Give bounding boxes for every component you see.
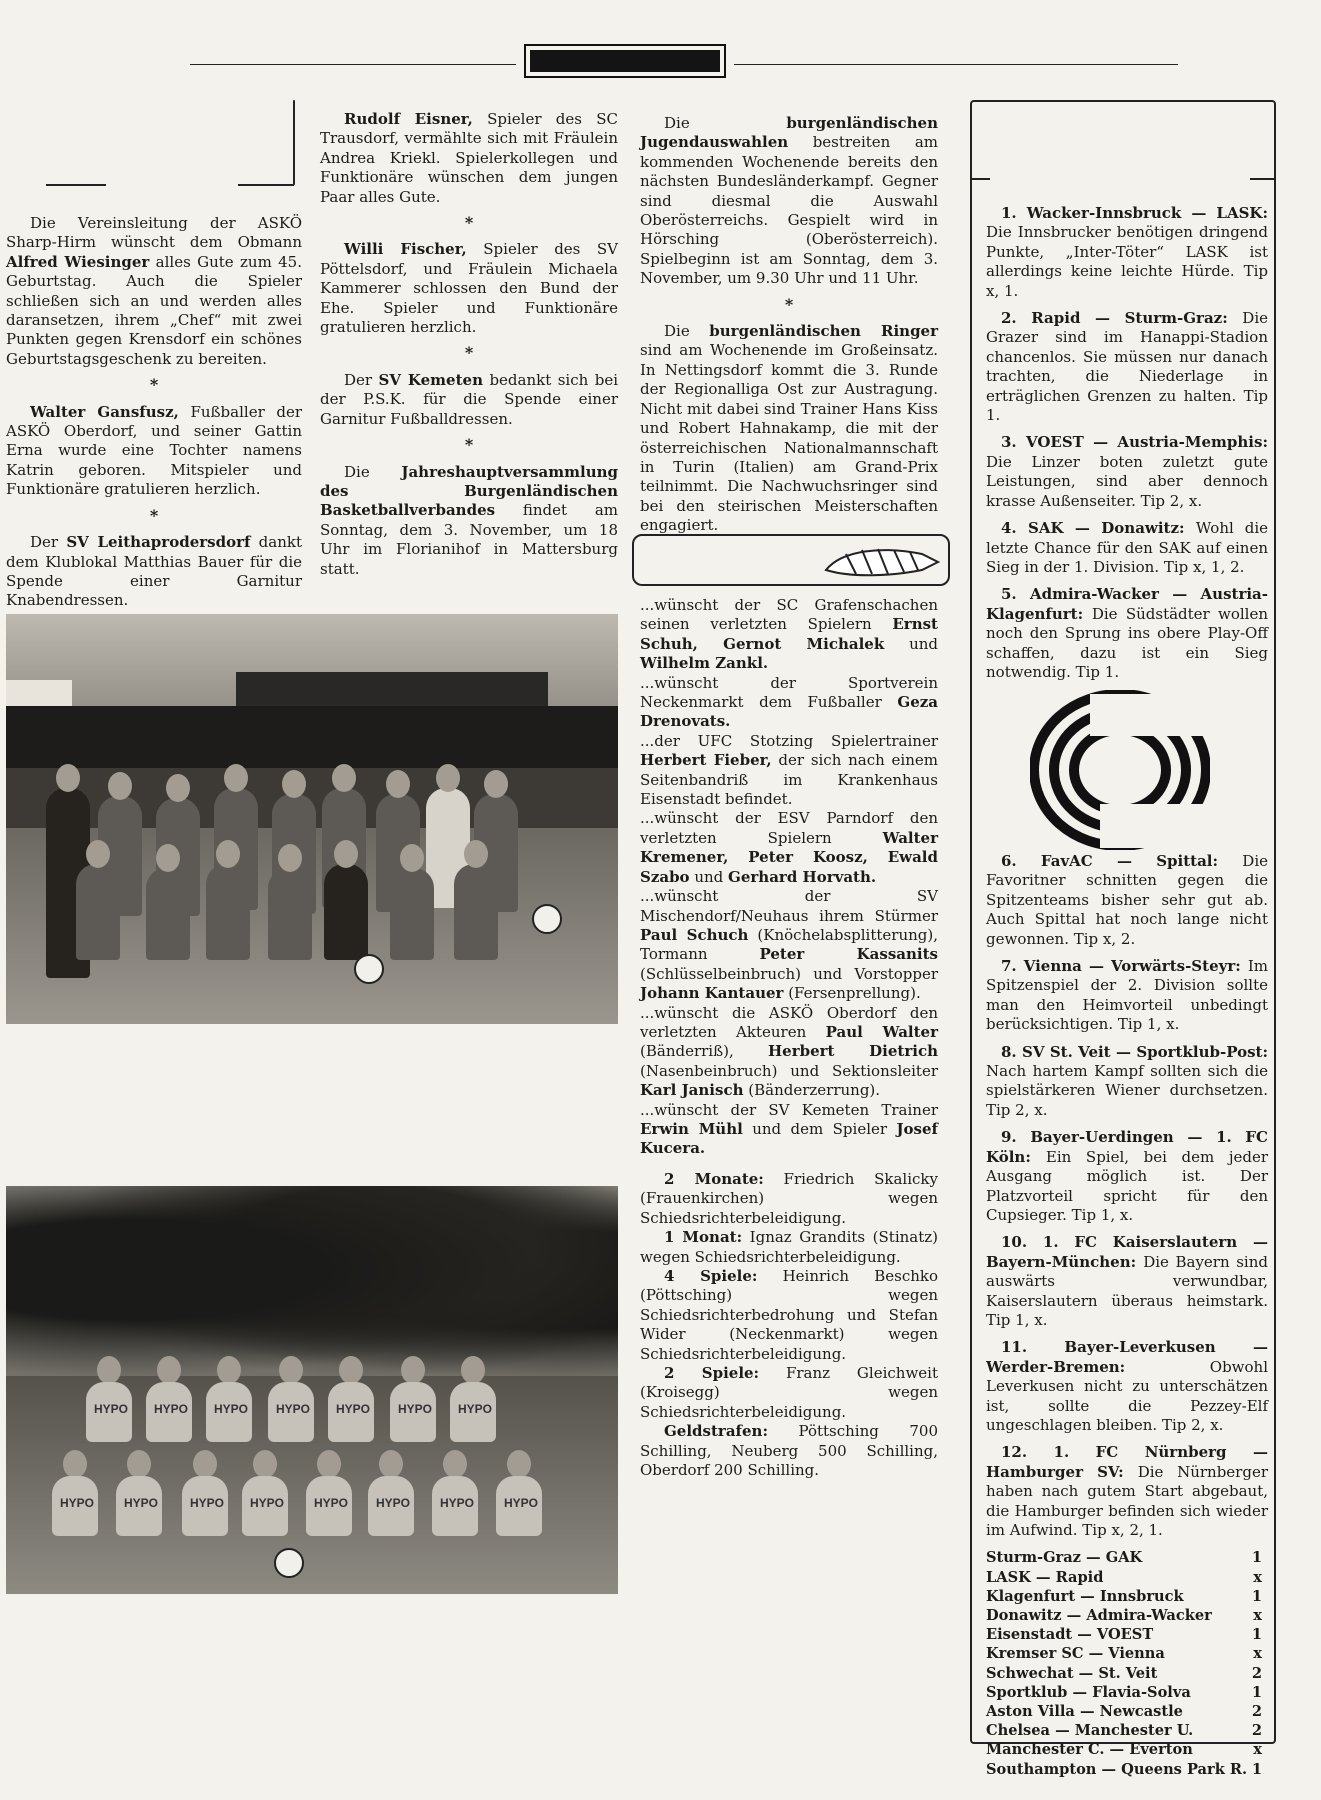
news-item: Walter Gansfusz, Fußballer der ASKÖ Oberdorf, und seiner Gattin Erna wurde eine Tochter namens Katrin geboren. Mitspieler und Funktionäre gratulieren herzlich.	[6, 402, 303, 499]
jersey-logo: HYPO	[250, 1496, 285, 1510]
player-jersey	[328, 1382, 374, 1442]
player-head	[507, 1450, 531, 1478]
sporttoto-rings-icon	[1030, 690, 1210, 850]
zwoelfertip-row	[986, 1548, 1268, 1567]
struma-list	[640, 1170, 938, 1481]
player-figure	[206, 864, 250, 960]
bandaged-leg-icon	[822, 540, 942, 582]
separator-asterisk: *	[464, 213, 474, 233]
logo-rule	[238, 184, 294, 186]
toto-intro	[986, 198, 1268, 690]
team-photo-finanzamt	[6, 614, 618, 1024]
player-head	[282, 770, 306, 798]
player-jersey	[242, 1476, 288, 1536]
player-head	[127, 1450, 151, 1478]
zwoelfertip-tip: 1	[1251, 1549, 1262, 1567]
jersey-logo: HYPO	[276, 1402, 311, 1416]
zwoelfertip-match: Kremser SC — Vienna	[986, 1645, 1165, 1663]
toto-game: 8. SV St. Veit — Sportklub-Post: Nach hartem Kampf sollten sich die spielstärkeren Wiener durchsetzen. Tip 2, x.	[986, 1042, 1268, 1119]
news-item: Die burgenländischen Jugendauswahlen bestreiten am kommenden Wochenende bereits den nächsten Bundesländerkampf. Gegner sind diesmal die Auswahl Oberösterreichs. Gespielt wird in Hörsching (Oberösterreich). Spielbeginn ist am Sonntag, dem 3. November, um 9.30 Uhr und 11 Uhr.	[640, 114, 938, 288]
toto-game-match: 11. Bayer-Leverkusen — Werder-Bremen:	[986, 1338, 1268, 1376]
jersey-logo: HYPO	[60, 1496, 95, 1510]
jersey-logo: HYPO	[440, 1496, 475, 1510]
player-head	[157, 1356, 181, 1384]
zwoelfertip-row	[986, 1644, 1268, 1663]
player-head	[224, 764, 248, 792]
player-head	[332, 764, 356, 792]
stadium-board-eduscho	[236, 672, 548, 706]
genesung-item: ...wünscht die ASKÖ Oberdorf den verletzten Akteuren Paul Walter (Bänderriß), Herbert Dietrich (Nasenbeinbruch) und Sektionsleiter Karl Janisch (Bänderzerrung).	[640, 1003, 938, 1100]
player-jersey	[450, 1382, 496, 1442]
sportsplitter-column-3	[640, 114, 938, 536]
zwoelfertip-match: Eisenstadt — VOEST	[986, 1626, 1154, 1644]
genesung-item: ...wünscht der SV Mischendorf/Neuhaus ihrem Stürmer Paul Schuch (Knöchelabsplitterung), Tormann Peter Kassanits (Schlüsselbeinbruch) und Vorstopper Johann Kantauer (Fersenprellung).	[640, 887, 938, 1003]
zwoelfertip-match: Chelsea — Manchester U.	[986, 1722, 1194, 1740]
struma-verdict: Geldstrafen: Pöttsching 700 Schilling, Neuberg 500 Schilling, Oberdorf 200 Schilling.	[640, 1422, 938, 1480]
struma-verdict: 4 Spiele: Heinrich Beschko (Pöttsching) wegen Schiedsrichterbedrohung und Stefan Wider (Neckenmarkt) wegen Schiedsrichterbeleidigung.	[640, 1267, 938, 1363]
header-rule-left	[190, 64, 516, 65]
zwoelfertip-match: LASK — Rapid	[986, 1568, 1104, 1586]
player-head	[436, 764, 460, 792]
section-rubric-label	[530, 50, 720, 72]
struma-verdict: 2 Monate: Friedrich Skalicky (Frauenkirchen) wegen Schiedsrichterbeleidigung.	[640, 1170, 938, 1227]
player-head	[217, 1356, 241, 1384]
toto-game: 12. 1. FC Nürnberg — Hamburger SV: Die Nürnberger haben nach gutem Start abgebaut, die Hamburger befinden sich wieder im Aufwind. Tip x, 2, 1.	[986, 1443, 1268, 1539]
zwoelfertip-row	[986, 1606, 1268, 1625]
player-jersey	[390, 1382, 436, 1442]
toto-game: 3. VOEST — Austria-Memphis: Die Linzer boten zuletzt gute Leistungen, sind aber dennoch krasse Außenseiter. Tip 2, x.	[986, 433, 1268, 510]
header-rule-right	[734, 64, 1178, 65]
jersey-logo: HYPO	[336, 1402, 371, 1416]
player-head	[156, 844, 180, 872]
player-head	[97, 1356, 121, 1384]
toto-game: 6. FavAC — Spittal: Die Favoritner schnitten gegen die Spitzenteams bisher sehr gut ab. Auch Spittal hat noch lange nicht gewonnen. Tip x, 2.	[986, 852, 1268, 948]
zwoelfertip-match: Klagenfurt — Innsbruck	[986, 1587, 1184, 1605]
player-jersey	[496, 1476, 542, 1536]
jersey-logo: HYPO	[94, 1402, 129, 1416]
genesung-item: ...wünscht der SV Kemeten Trainer Erwin Mühl und dem Spieler Josef Kucera.	[640, 1100, 938, 1158]
player-head	[166, 774, 190, 802]
zwoelfertip-match: Sportklub — Flavia-Solva	[986, 1683, 1191, 1701]
player-figure	[76, 864, 120, 960]
toto-games-1-5	[986, 204, 1268, 682]
separator-asterisk: *	[464, 343, 474, 363]
zwoelfertip-tip: x	[1253, 1741, 1262, 1759]
genesung-title-box	[632, 534, 950, 586]
player-jersey	[268, 1382, 314, 1442]
player-figure	[324, 864, 368, 960]
jersey-logo: HYPO	[376, 1496, 411, 1510]
stadium-stand	[6, 706, 618, 768]
toto-game-match: 9. Bayer-Uerdingen — 1. FC Köln:	[986, 1128, 1268, 1166]
player-head	[86, 840, 110, 868]
zwoelfertip-table	[986, 1548, 1268, 1778]
player-head	[317, 1450, 341, 1478]
sportsplitter-column-2	[320, 110, 618, 579]
news-item: Die Jahreshauptversammlung des Burgenländischen Basketballverbandes findet am Sonntag, dem 3. November, um 18 Uhr im Florianihof in Mattersburg statt.	[320, 462, 618, 578]
zwoelfertip-row	[986, 1587, 1268, 1606]
zwoelfertip-tip: 2	[1251, 1722, 1262, 1740]
player-jersey	[182, 1476, 228, 1536]
football	[532, 904, 562, 934]
player-head	[56, 764, 80, 792]
genesung-item: ...der UFC Stotzing Spielertrainer Herbert Fieber, der sich nach einem Seitenbandriß im Krankenhaus Eisenstadt befindet.	[640, 731, 938, 809]
toto-game-match: 2. Rapid — Sturm-Graz:	[986, 309, 1243, 328]
genesung-item: ...wünscht der ESV Parndorf den verletzten Spielern Walter Kremener, Peter Koosz, Ewald Szabo und Gerhard Horvath.	[640, 809, 938, 886]
toto-game: 5. Admira-Wacker — Austria-Klagenfurt: Die Südstädter wollen noch den Sprung ins obere Play-Off schaffen, dazu ist ein Sieg notwendig. Tip 1.	[986, 585, 1269, 681]
separator-asterisk: *	[784, 294, 794, 314]
toto-game-match: 4. SAK — Donawitz:	[986, 519, 1196, 538]
player-head	[386, 770, 410, 798]
toto-game-match: 10. 1. FC Kaiserslautern — Bayern-München:	[986, 1233, 1268, 1271]
toto-game: 9. Bayer-Uerdingen — 1. FC Köln: Ein Spiel, bei dem jeder Ausgang möglich ist. Der Platzvorteil spricht für den Cupsieger. Tip 1, x.	[986, 1128, 1269, 1224]
player-jersey	[206, 1382, 252, 1442]
jersey-logo: HYPO	[190, 1496, 225, 1510]
zwoelfertip-row	[986, 1721, 1268, 1740]
player-jersey	[306, 1476, 352, 1536]
player-head	[108, 772, 132, 800]
zwoelfertip-match: Aston Villa — Newcastle	[986, 1703, 1183, 1721]
zwoelfertip-row	[986, 1664, 1268, 1683]
jersey-logo: HYPO	[214, 1402, 249, 1416]
toto-games-6-12-wrap	[986, 852, 1268, 1779]
player-head	[216, 840, 240, 868]
jersey-logo: HYPO	[504, 1496, 539, 1510]
jersey-logo: HYPO	[314, 1496, 349, 1510]
jersey-logo: HYPO	[458, 1402, 493, 1416]
zwoelfertip-match: Sturm-Graz — GAK	[986, 1549, 1143, 1567]
player-figure	[390, 868, 434, 960]
stadium-board-left	[6, 680, 72, 708]
zwoelfertip-match: Donawitz — Admira-Wacker	[986, 1607, 1212, 1625]
zwoelfertip-match: Schwechat — St. Veit	[986, 1664, 1158, 1682]
logo-rule	[293, 100, 295, 185]
zwoelfertip-tip: 1	[1251, 1626, 1262, 1644]
zwoelfertip-tip: x	[1253, 1568, 1262, 1586]
player-jersey	[52, 1476, 98, 1536]
zwoelfertip-row	[986, 1740, 1268, 1759]
sporttoto-logo	[1030, 690, 1210, 850]
player-head	[339, 1356, 363, 1384]
jersey-logo: HYPO	[398, 1402, 433, 1416]
zwoelfertip-match: Southampton — Queens Park R.	[986, 1760, 1248, 1778]
zwoelfertip-row	[986, 1625, 1268, 1644]
player-jersey	[116, 1476, 162, 1536]
struma-verdict: 2 Spiele: Franz Gleichweit (Kroisegg) wegen Schiedsrichterbeleidigung.	[640, 1364, 938, 1421]
separator-asterisk: *	[149, 505, 159, 525]
zwoelfertip-row	[986, 1683, 1268, 1702]
news-item: Der SV Kemeten bedankt sich bei der P.S.K. für die Spende einer Garnitur Fußballdressen.	[320, 370, 618, 428]
player-head	[464, 840, 488, 868]
sportsplitter-column-1	[6, 214, 302, 611]
logo-rule	[46, 184, 106, 186]
player-head	[334, 840, 358, 868]
toto-game-match: 8. SV St. Veit — Sportklub-Post:	[986, 1042, 1268, 1061]
zwoelfertip-tip: 2	[1251, 1703, 1262, 1721]
player-head	[443, 1450, 467, 1478]
player-jersey	[368, 1476, 414, 1536]
section-rubric	[524, 44, 726, 78]
player-jersey	[86, 1382, 132, 1442]
player-head	[63, 1450, 87, 1478]
toto-game-match: 12. 1. FC Nürnberg — Hamburger SV:	[986, 1443, 1268, 1481]
football	[274, 1548, 304, 1578]
player-figure	[268, 868, 312, 960]
toto-game: 4. SAK — Donawitz: Wohl die letzte Chance für den SAK auf einen Sieg in der 1. Division. Tip x, 1, 2.	[986, 519, 1268, 576]
player-head	[278, 844, 302, 872]
jersey-logo: HYPO	[154, 1402, 189, 1416]
genesung-item: ...wünscht der Sportverein Neckenmarkt dem Fußballer Geza Drenovats.	[640, 673, 938, 731]
player-jersey	[146, 1382, 192, 1442]
player-head	[401, 1356, 425, 1384]
toto-games-6-12	[986, 852, 1268, 1540]
zwoelfertip-match: Manchester C. — Everton	[986, 1741, 1193, 1759]
zwoelfertip-row	[986, 1702, 1268, 1721]
toto-game: 2. Rapid — Sturm-Graz: Die Grazer sind im Hanappi-Stadion chancenlos. Sie müssen nur danach trachten, die Niederlage in erträglichen Grenzen zu halten. Tip 1.	[986, 309, 1268, 425]
toto-title-rule	[1250, 178, 1276, 180]
toto-game: 1. Wacker-Innsbruck — LASK: Die Innsbrucker benötigen dringend Punkte, „Inter-Töter“ LASK ist allerdings keine leichte Hürde. Tip x, 1.	[986, 204, 1268, 300]
toto-game: 10. 1. FC Kaiserslautern — Bayern-München: Die Bayern sind auswärts verwundbar, Kaiserslautern überaus heimstark. Tip 1, x.	[986, 1233, 1268, 1329]
jersey-logo: HYPO	[124, 1496, 159, 1510]
toto-title-rule	[970, 178, 990, 180]
zwoelfertip-tip: 1	[1251, 1760, 1262, 1778]
toto-game: 11. Bayer-Leverkusen — Werder-Bremen: Obwohl Leverkusen nicht zu unterschätzen ist, sollte die Pezzey-Elf ungeschlagen bleiben. Tip 2, x.	[986, 1338, 1268, 1434]
news-item: Der SV Leithaprodersdorf dankt dem Klublokal Matthias Bauer für die Spende einer Garnitur Knabendressen.	[6, 533, 302, 610]
player-head	[253, 1450, 277, 1478]
player-figure	[146, 868, 190, 960]
zwoelfertip-tip: 1	[1251, 1683, 1262, 1701]
zwoelfertip-row	[986, 1568, 1268, 1587]
toto-game: 7. Vienna — Vorwärts-Steyr: Im Spitzenspiel der 2. Division sollte man den Heimvorteil unbedingt berücksichtigen. Tip 1, x.	[986, 957, 1268, 1034]
struma-verdict: 1 Monat: Ignaz Grandits (Stinatz) wegen Schiedsrichterbeleidigung.	[640, 1228, 939, 1266]
news-item: Die burgenländischen Ringer sind am Wochenende im Großeinsatz. In Nettingsdorf kommt die 3. Runde der Regionalliga Ost zur Austragung. Nicht mit dabei sind Trainer Hans Kiss und Robert Hahnakamp, die mit der österreichischen Nationalmannschaft in Turin (Italien) am Grand-Prix teilnimmt. Die Nachwuchsringer sind bei den steirischen Meisterschaften engagiert.	[640, 322, 938, 535]
player-jersey	[432, 1476, 478, 1536]
toto-game-match: 5. Admira-Wacker — Austria-Klagenfurt:	[986, 585, 1268, 623]
sportsplitter-logo	[10, 96, 296, 192]
news-item: Rudolf Eisner, Spieler des SC Trausdorf, vermählte sich mit Fräulein Andrea Kriekl. Spielerkollegen und Funktionäre wünschen dem jungen Paar alles Gute.	[320, 110, 618, 206]
player-figure	[454, 864, 498, 960]
player-head	[461, 1356, 485, 1384]
separator-asterisk: *	[464, 435, 474, 455]
toto-game-match: 1. Wacker-Innsbruck — LASK:	[986, 204, 1268, 222]
player-head	[400, 844, 424, 872]
player-head	[279, 1356, 303, 1384]
player-head	[484, 770, 508, 798]
team-photo-hypo	[6, 1186, 618, 1594]
zwoelfertip-tip: x	[1253, 1607, 1262, 1625]
zwoelfertip-tip: x	[1253, 1645, 1262, 1663]
player-head	[193, 1450, 217, 1478]
genesung-item: ...wünscht der SC Grafenschachen seinen verletzten Spielern Ernst Schuh, Gernot Michalek und Wilhelm Zankl.	[640, 596, 938, 673]
zwoelfertip-tip: 1	[1251, 1587, 1262, 1605]
news-item: Die Vereinsleitung der ASKÖ Sharp-Hirm wünscht dem Obmann Alfred Wiesinger alles Gute zum 45. Geburtstag. Auch die Spieler schließen sich an und werden alles daransetzen, ihrem „Chef“ mit zwei Punkten gegen Krensdorf ein schönes Geburtstagsgeschenk zu bereiten.	[6, 214, 302, 368]
separator-asterisk: *	[149, 375, 159, 395]
toto-game-match: 6. FavAC — Spittal:	[986, 852, 1243, 870]
toto-game-match: 3. VOEST — Austria-Memphis:	[986, 433, 1268, 452]
player-head	[379, 1450, 403, 1478]
football	[354, 954, 384, 984]
zwoelfertip-tip: 2	[1251, 1664, 1262, 1682]
zwoelfertip-row	[986, 1760, 1268, 1779]
toto-game-match: 7. Vienna — Vorwärts-Steyr:	[986, 957, 1248, 976]
news-item: Willi Fischer, Spieler des SV Pöttelsdorf, und Fräulein Michaela Kammerer schlossen den Bund der Ehe. Spieler und Funktionäre gratulieren herzlich.	[320, 240, 618, 337]
genesung-list	[640, 596, 938, 1159]
